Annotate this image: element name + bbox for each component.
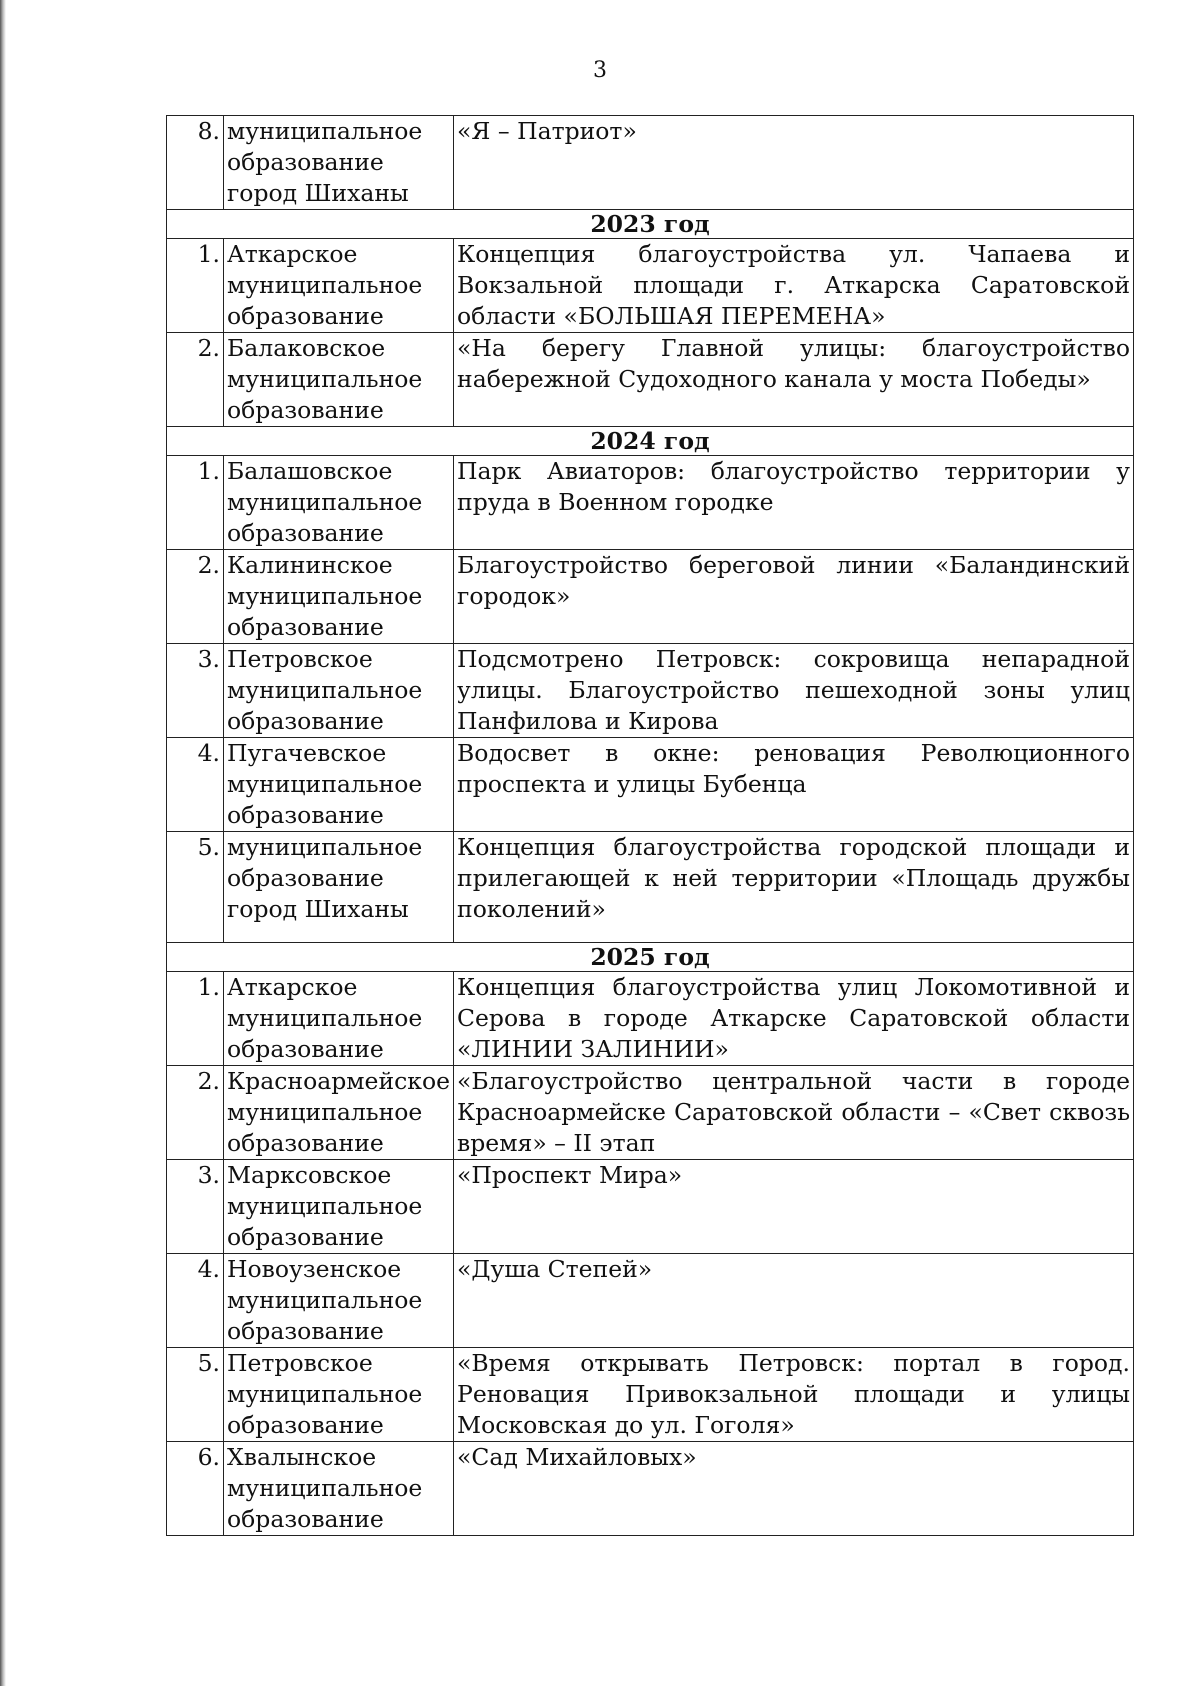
row-number: 4. (167, 738, 224, 832)
project-cell: Водосвет в окне: реновация Революционного проспекта и улицы Бубенца (454, 738, 1134, 832)
project-cell: Благоустройство береговой линии «Баландинский городок» (454, 550, 1134, 644)
project-cell: Подсмотрено Петровск: сокровища непарадной улицы. Благоустройство пешеходной зоны улиц Панфилова и Кирова (454, 644, 1134, 738)
municipality-cell: Пугачевское муниципальное образование (224, 738, 454, 832)
year-heading: 2025 год (167, 943, 1134, 972)
project-cell: «Душа Степей» (454, 1254, 1134, 1348)
row-number: 3. (167, 644, 224, 738)
year-heading: 2023 год (167, 210, 1134, 239)
row-number: 3. (167, 1160, 224, 1254)
municipality-cell: муниципальное образование город Шиханы (224, 832, 454, 943)
municipality-cell: Хвалынское муниципальное образование (224, 1442, 454, 1536)
projects-table (166, 115, 1134, 1536)
project-cell: «Проспект Мира» (454, 1160, 1134, 1254)
year-header-row (167, 210, 1134, 239)
table-row (167, 550, 1134, 644)
page-number: 3 (593, 58, 607, 83)
municipality-cell: Балашовское муниципальное образование (224, 456, 454, 550)
row-number: 1. (167, 239, 224, 333)
project-cell: «На берегу Главной улицы: благоустройство набережной Судоходного канала у моста Победы» (454, 333, 1134, 427)
table-row (167, 333, 1134, 427)
project-cell: «Время открывать Петровск: портал в город. Реновация Привокзальной площади и улицы Московская до ул. Гоголя» (454, 1348, 1134, 1442)
table-row (167, 972, 1134, 1066)
project-cell: Парк Авиаторов: благоустройство территории у пруда в Военном городке (454, 456, 1134, 550)
table-row (167, 738, 1134, 832)
row-number: 1. (167, 972, 224, 1066)
row-number: 8. (167, 116, 224, 210)
project-cell: «Я – Патриот» (454, 116, 1134, 210)
municipality-cell: Калининское муниципальное образование (224, 550, 454, 644)
table-row (167, 239, 1134, 333)
table-row (167, 1254, 1134, 1348)
project-cell: «Благоустройство центральной части в городе Красноармейске Саратовской области – «Свет сквозь время» – II этап (454, 1066, 1134, 1160)
municipality-cell: Новоузенское муниципальное образование (224, 1254, 454, 1348)
scan-edge (0, 0, 6, 1686)
project-cell: Концепция благоустройства ул. Чапаева и Вокзальной площади г. Аткарска Саратовской области «БОЛЬШАЯ ПЕРЕМЕНА» (454, 239, 1134, 333)
row-number: 6. (167, 1442, 224, 1536)
municipality-cell: Петровское муниципальное образование (224, 1348, 454, 1442)
municipality-cell: Петровское муниципальное образование (224, 644, 454, 738)
table-row (167, 456, 1134, 550)
row-number: 2. (167, 333, 224, 427)
municipality-cell: Красноармейское муниципальное образование (224, 1066, 454, 1160)
table-row (167, 644, 1134, 738)
row-number: 5. (167, 832, 224, 943)
table-row (167, 116, 1134, 210)
municipality-cell: Аткарское муниципальное образование (224, 239, 454, 333)
row-number: 4. (167, 1254, 224, 1348)
table-row (167, 1066, 1134, 1160)
table-row (167, 1348, 1134, 1442)
municipality-cell: муниципальное образование город Шиханы (224, 116, 454, 210)
row-number: 1. (167, 456, 224, 550)
row-number: 5. (167, 1348, 224, 1442)
municipality-cell: Аткарское муниципальное образование (224, 972, 454, 1066)
project-cell: Концепция благоустройства городской площади и прилегающей к ней территории «Площадь дружбы поколений» (454, 832, 1134, 943)
table-row (167, 1442, 1134, 1536)
project-cell: «Сад Михайловых» (454, 1442, 1134, 1536)
table-row (167, 832, 1134, 943)
municipality-cell: Балаковское муниципальное образование (224, 333, 454, 427)
municipality-cell: Марксовское муниципальное образование (224, 1160, 454, 1254)
row-number: 2. (167, 550, 224, 644)
project-cell: Концепция благоустройства улиц Локомотивной и Серова в городе Аткарске Саратовской области «ЛИНИИ ЗАЛИНИИ» (454, 972, 1134, 1066)
row-number: 2. (167, 1066, 224, 1160)
year-header-row (167, 427, 1134, 456)
year-header-row (167, 943, 1134, 972)
table-row (167, 1160, 1134, 1254)
year-heading: 2024 год (167, 427, 1134, 456)
